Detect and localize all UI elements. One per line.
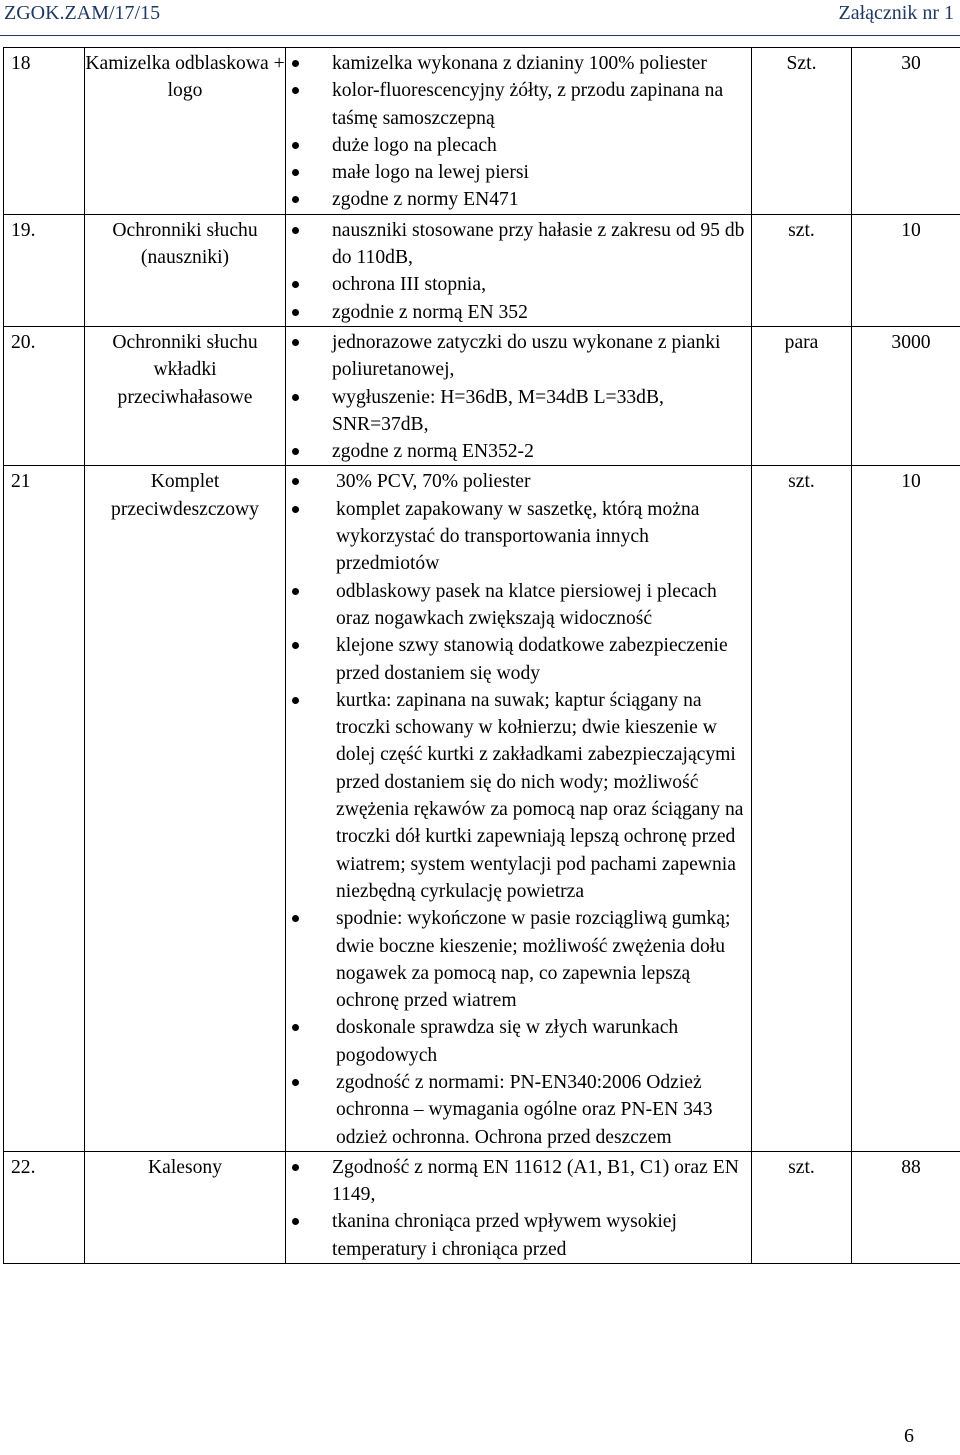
- item-quantity: 10: [852, 214, 960, 326]
- item-description: [286, 214, 752, 326]
- table-row: [4, 214, 960, 326]
- item-description: [286, 48, 752, 215]
- specification-table: [3, 47, 960, 1264]
- description-bullet: kolor-fluorescencyjny żółty, z przodu zapinana na taśmę samoszczepną: [286, 77, 751, 132]
- table-row: [4, 48, 960, 215]
- description-bullet: zgodność z normami: PN-EN340:2006 Odzież ochronna – wymagania ogólne oraz PN-EN 343 odzież ochronna. Ochrona przed deszczem: [286, 1069, 751, 1151]
- description-bullet: kurtka: zapinana na suwak; kaptur ściągany na troczki schowany w kołnierzu; dwie kieszenie w dolej część kurtki z zakładkami zabezpieczającymi przed dostaniem się do nich wody; możliwość zwężenia rękawów za pomocą nap oraz ściągany na troczki dół kurtki zapewniają lepszą ochronę przed wiatrem; system wentylacji pod pachami zapewnia niezbędną cyrkulację powietrza: [286, 687, 751, 905]
- item-unit: szt.: [752, 466, 852, 1151]
- item-quantity: 3000: [852, 326, 960, 465]
- item-number: 20.: [4, 326, 85, 465]
- description-bullet: zgodnie z normą EN 352: [286, 299, 751, 326]
- item-name: Komplet przeciwdeszczowy: [85, 466, 286, 1151]
- description-bullet: spodnie: wykończone w pasie rozciągliwą gumką; dwie boczne kieszenie; możliwość zwężenia dołu nogawek za pomocą nap, co zapewnia lepszą ochronę przed wiatrem: [286, 905, 751, 1014]
- description-bullet: jednorazowe zatyczki do uszu wykonane z pianki poliuretanowej,: [286, 329, 751, 384]
- description-bullet: komplet zapakowany w saszetkę, którą można wykorzystać do transportowania innych przedmiotów: [286, 496, 751, 578]
- item-number: 18: [4, 48, 85, 215]
- item-number: 21: [4, 466, 85, 1151]
- description-bullet: nauszniki stosowane przy hałasie z zakresu od 95 db do 110dB,: [286, 217, 751, 272]
- item-description: [286, 466, 752, 1151]
- page-header: [0, 0, 960, 38]
- description-bullet: kamizelka wykonana z dzianiny 100% poliester: [286, 50, 751, 77]
- description-bullet: tkanina chroniąca przed wpływem wysokiej temperatury i chroniąca przed: [286, 1208, 751, 1263]
- item-number: 22.: [4, 1151, 85, 1263]
- item-unit: szt.: [752, 214, 852, 326]
- item-unit: para: [752, 326, 852, 465]
- description-bullet: klejone szwy stanowią dodatkowe zabezpieczenie przed dostaniem się wody: [286, 632, 751, 687]
- item-description: [286, 1151, 752, 1263]
- item-number: 19.: [4, 214, 85, 326]
- item-description: [286, 326, 752, 465]
- description-bullet: wygłuszenie: H=36dB, M=34dB L=33dB, SNR=37dB,: [286, 384, 751, 439]
- item-name: Ochronniki słuchu (nauszniki): [85, 214, 286, 326]
- item-name: Kamizelka odblaskowa + logo: [85, 48, 286, 215]
- description-bullet: duże logo na plecach: [286, 132, 751, 159]
- description-bullet: Zgodność z normą EN 11612 (A1, B1, C1) oraz EN 1149,: [286, 1154, 751, 1209]
- description-bullet: doskonale sprawdza się w złych warunkach pogodowych: [286, 1014, 751, 1069]
- page-number: 6: [904, 1425, 914, 1447]
- description-bullet: małe logo na lewej piersi: [286, 159, 751, 186]
- item-quantity: 10: [852, 466, 960, 1151]
- item-quantity: 30: [852, 48, 960, 215]
- description-bullet: ochrona III stopnia,: [286, 271, 751, 298]
- header-rule: [0, 35, 960, 36]
- description-bullet: zgodne z normą EN352-2: [286, 438, 751, 465]
- description-bullet: odblaskowy pasek na klatce piersiowej i plecach oraz nogawkach zwiększają widoczność: [286, 578, 751, 633]
- table-row: [4, 1151, 960, 1263]
- item-unit: szt.: [752, 1151, 852, 1263]
- table-row: [4, 466, 960, 1151]
- item-quantity: 88: [852, 1151, 960, 1263]
- item-name: Ochronniki słuchu wkładki przeciwhałasowe: [85, 326, 286, 465]
- item-name: Kalesony: [85, 1151, 286, 1263]
- attachment-label: Załącznik nr 1: [838, 2, 954, 24]
- description-bullet: 30% PCV, 70% poliester: [286, 468, 751, 495]
- table-row: [4, 326, 960, 465]
- description-bullet: zgodne z normy EN471: [286, 186, 751, 213]
- document-reference: ZGOK.ZAM/17/15: [4, 2, 161, 24]
- item-unit: Szt.: [752, 48, 852, 215]
